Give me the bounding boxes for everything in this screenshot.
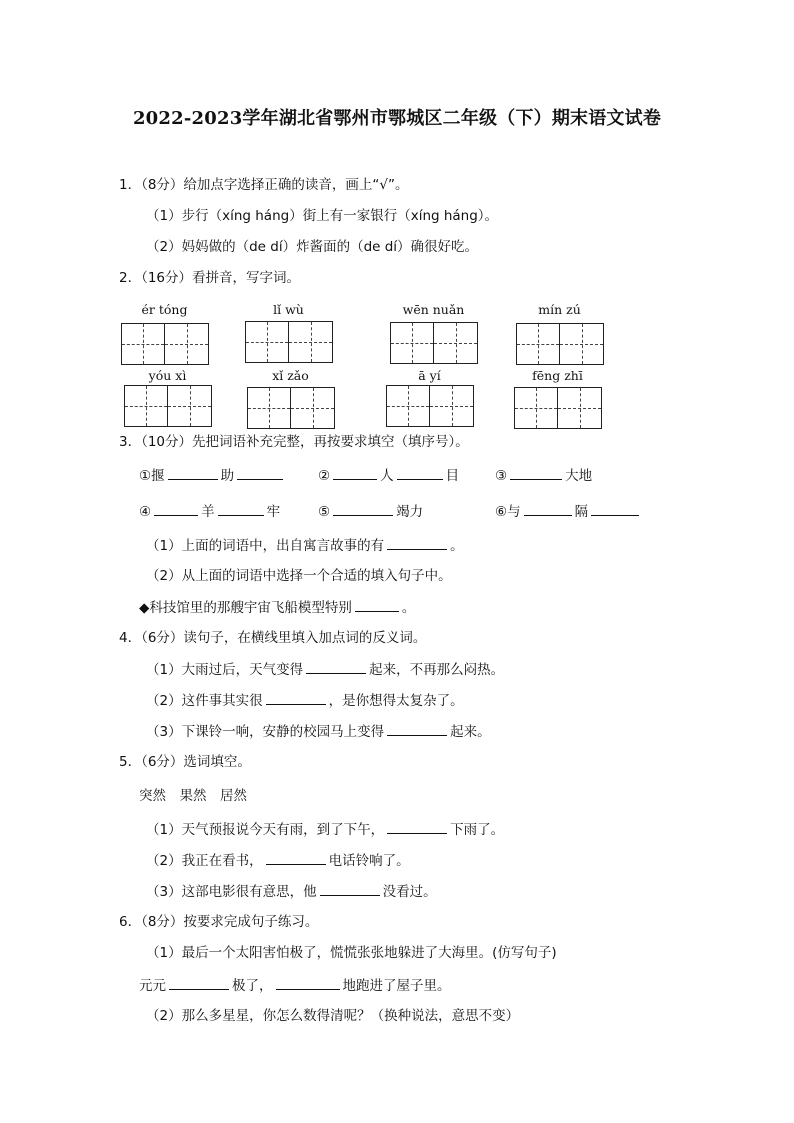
idiom-text: 助 xyxy=(220,468,235,484)
grid-cell[interactable] xyxy=(246,322,289,362)
question-5-sub-3 xyxy=(146,882,437,901)
writing-grid[interactable] xyxy=(516,323,604,365)
sub-question-text: （2）我正在看书， xyxy=(146,853,263,869)
page-title: 2022-2023学年湖北省鄂州市鄂城区二年级（下）期末语文试卷 xyxy=(132,108,662,129)
writing-grid[interactable] xyxy=(121,323,209,365)
writing-grid[interactable] xyxy=(386,385,474,427)
grid-cell[interactable] xyxy=(122,324,165,364)
punctuation: 。 xyxy=(450,538,464,554)
question-1-item-1: （1）步行（xíng háng）街上有一家银行（xíng háng）。 xyxy=(146,208,499,224)
blank-line[interactable] xyxy=(333,466,377,480)
question-6-fill-sentence xyxy=(139,976,451,995)
writing-grid[interactable] xyxy=(245,321,333,363)
question-5-sub-1 xyxy=(146,820,504,839)
blank-line[interactable] xyxy=(266,691,326,705)
punctuation: 。 xyxy=(401,600,416,616)
idiom-text: 竭力 xyxy=(396,504,424,520)
blank-line[interactable] xyxy=(154,502,198,516)
sub-question-text: 极了， xyxy=(232,978,273,994)
grid-cell[interactable] xyxy=(289,322,332,362)
pinyin-label: ā yí xyxy=(418,368,441,383)
blank-line[interactable] xyxy=(266,851,326,865)
blank-line[interactable] xyxy=(591,502,639,516)
sub-question-text: （1）大雨过后，天气变得 xyxy=(146,662,304,678)
question-5-sub-2 xyxy=(146,851,410,870)
grid-cell[interactable] xyxy=(560,324,603,364)
sub-question-text: （1）上面的词语中，出自寓言故事的有 xyxy=(146,538,385,554)
sub-question-text: （3）这部电影很有意思，他 xyxy=(146,884,317,900)
question-4-sub-3 xyxy=(146,722,491,741)
question-6-sub-1: （1）最后一个太阳害怕极了，慌慌张张地躲进了大海里。(仿写句子) xyxy=(146,945,557,961)
sub-question-text: 电话铃响了。 xyxy=(328,853,410,869)
idiom-text: 人 xyxy=(380,468,394,484)
pinyin-label: wēn nuǎn xyxy=(402,302,465,317)
idiom-fill-3 xyxy=(495,466,592,485)
question-3-sub-3 xyxy=(139,598,415,617)
blank-line[interactable] xyxy=(387,536,447,550)
idiom-fill-1 xyxy=(139,466,286,485)
writing-grid[interactable] xyxy=(124,385,212,427)
sub-question-text: （3）下课铃一响，安静的校园马上变得 xyxy=(146,724,385,740)
blank-line[interactable] xyxy=(306,660,366,674)
blank-line[interactable] xyxy=(510,466,562,480)
blank-line[interactable] xyxy=(355,598,399,612)
question-2-stem: 2．（16分）看拼音，写字词。 xyxy=(119,270,301,286)
idiom-prefix: ② xyxy=(318,468,331,484)
idiom-text: 羊 xyxy=(201,504,215,520)
writing-grid[interactable] xyxy=(514,387,602,429)
pinyin-label: xǐ zǎo xyxy=(272,368,309,383)
question-3-sub-2: （2）从上面的词语中选择一个合适的填入句子中。 xyxy=(146,568,452,584)
grid-cell[interactable] xyxy=(391,323,434,363)
idiom-fill-5 xyxy=(318,502,423,521)
grid-cell[interactable] xyxy=(125,386,168,426)
sub-question-text: 地跑进了屋子里。 xyxy=(342,978,451,994)
question-4-sub-2 xyxy=(146,691,464,710)
sub-question-text: ，是你想得太复杂了。 xyxy=(328,693,464,709)
blank-line[interactable] xyxy=(168,466,218,480)
idiom-text: 牢 xyxy=(266,504,281,520)
pinyin-label: fēng zhī xyxy=(532,368,583,383)
grid-cell[interactable] xyxy=(291,388,334,428)
sub-question-text: 起来。 xyxy=(450,724,491,740)
pinyin-label: lǐ wù xyxy=(273,302,304,317)
question-3-sub-1 xyxy=(146,536,464,555)
sub-question-text: （2）这件事其实很 xyxy=(146,693,263,709)
idiom-text: 目 xyxy=(445,468,460,484)
sub-question-text: 下雨了。 xyxy=(450,822,505,838)
blank-line[interactable] xyxy=(218,502,264,516)
grid-cell[interactable] xyxy=(558,388,601,428)
blank-line[interactable] xyxy=(169,976,229,990)
blank-line[interactable] xyxy=(276,976,340,990)
sub-question-text: ◆科技馆里的那艘宇宙飞船模型特别 xyxy=(139,600,352,616)
blank-line[interactable] xyxy=(397,466,443,480)
grid-cell[interactable] xyxy=(517,324,560,364)
sub-question-text: 元元 xyxy=(139,978,166,994)
question-4-stem: 4．（6分）读句子，在横线里填入加点词的反义词。 xyxy=(119,630,427,646)
grid-cell[interactable] xyxy=(430,386,473,426)
question-6-stem: 6．（8分）按要求完成句子练习。 xyxy=(119,914,319,930)
blank-line[interactable] xyxy=(387,820,447,834)
question-1-stem: 1．（8分）给加点字选择正确的读音，画上“√”。 xyxy=(119,177,409,193)
idiom-prefix: ③ xyxy=(495,468,508,484)
idiom-fill-6 xyxy=(495,502,642,521)
grid-cell[interactable] xyxy=(387,386,430,426)
idiom-text: 隔 xyxy=(574,504,589,520)
blank-line[interactable] xyxy=(387,722,447,736)
grid-cell[interactable] xyxy=(248,388,291,428)
idiom-prefix: ⑥与 xyxy=(495,504,521,520)
idiom-fill-2 xyxy=(318,466,459,485)
blank-line[interactable] xyxy=(524,502,572,516)
question-3-stem: 3．（10分）先把词语补充完整，再按要求填空（填序号）。 xyxy=(119,434,469,450)
grid-cell[interactable] xyxy=(515,388,558,428)
pinyin-label: ér tóng xyxy=(141,302,188,317)
word-choices: 突然 果然 居然 xyxy=(139,788,247,804)
blank-line[interactable] xyxy=(320,882,380,896)
sub-question-text: 没看过。 xyxy=(382,884,437,900)
idiom-prefix: ⑤ xyxy=(318,504,331,520)
question-1-item-2: （2）妈妈做的（de dí）炸酱面的（de dí）确很好吃。 xyxy=(146,239,479,255)
writing-grid[interactable] xyxy=(247,387,335,429)
question-6-sub-2: （2）那么多星星，你怎么数得清呢？（换种说法，意思不变） xyxy=(146,1008,520,1024)
blank-line[interactable] xyxy=(333,502,393,516)
grid-cell[interactable] xyxy=(434,323,477,363)
pinyin-label: yóu xì xyxy=(148,368,187,383)
idiom-text: 大地 xyxy=(565,468,593,484)
question-4-sub-1 xyxy=(146,660,504,679)
grid-cell[interactable] xyxy=(168,386,211,426)
idiom-prefix: ④ xyxy=(139,504,152,520)
writing-grid[interactable] xyxy=(390,322,478,364)
pinyin-label: mín zú xyxy=(538,302,581,317)
sub-question-text: 起来，不再那么闷热。 xyxy=(369,662,505,678)
idiom-prefix: ①揠 xyxy=(139,468,165,484)
idiom-fill-4 xyxy=(139,502,280,521)
blank-line[interactable] xyxy=(237,466,283,480)
question-5-stem: 5．（6分）选词填空。 xyxy=(119,754,251,770)
grid-cell[interactable] xyxy=(165,324,208,364)
sub-question-text: （1）天气预报说今天有雨，到了下午， xyxy=(146,822,385,838)
